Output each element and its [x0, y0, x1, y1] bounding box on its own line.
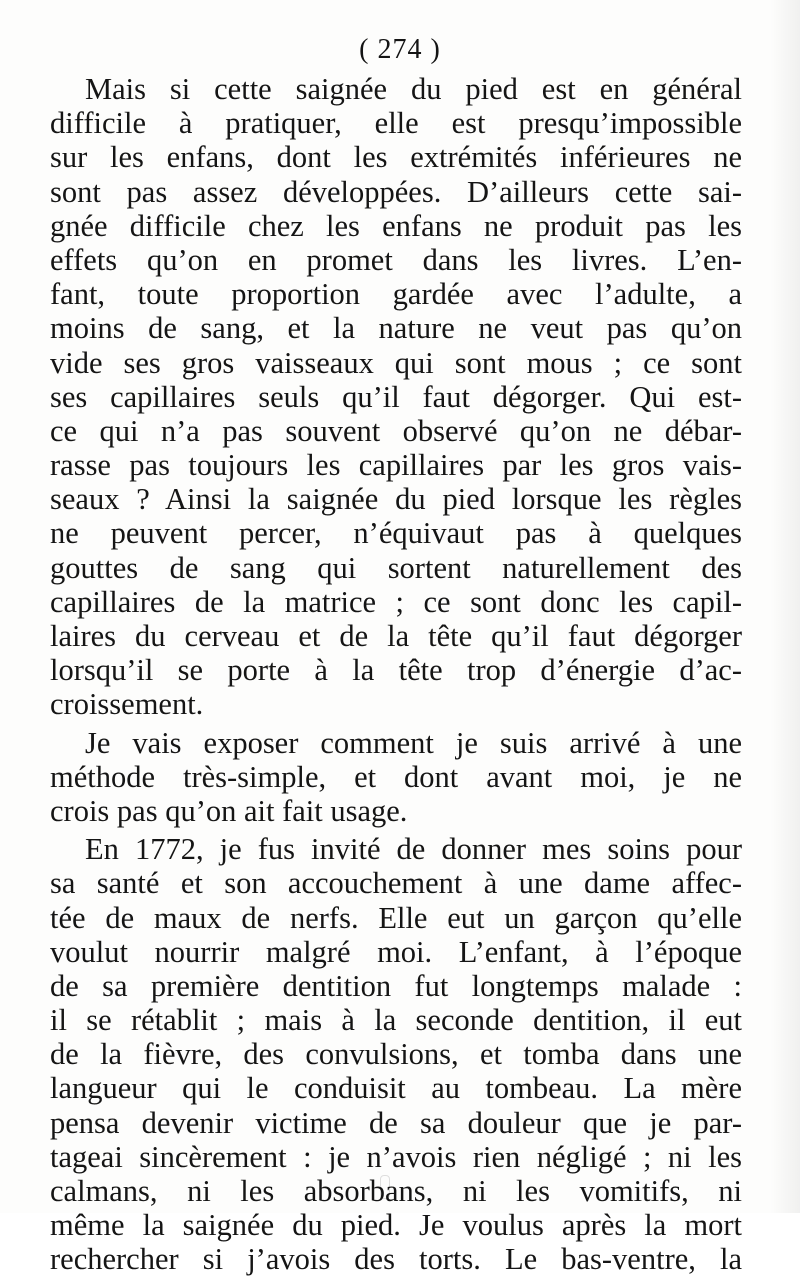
text-line: vide ses gros vaisseaux qui sont mous ; ce sont	[50, 345, 742, 380]
text-line: difficile à pratiquer, elle est presqu’impossible	[50, 106, 742, 141]
text-line: fant, toute proportion gardée avec l’adulte, a	[50, 277, 742, 312]
text-line: de sa première dentition fut longtemps malade :	[50, 968, 742, 1003]
text-line: voulut nourrir malgré moi. L’enfant, à l’époque	[50, 934, 742, 969]
text-line: Je vais exposer comment je suis arrivé à une	[85, 725, 742, 760]
text-line: gouttes de sang qui sortent naturellement des	[50, 550, 742, 585]
text-line: méthode très-simple, et dont avant moi, je ne	[50, 759, 742, 794]
text-line: rechercher si j’avois des torts. Le bas-ventre, la	[50, 1242, 742, 1277]
text-line: même la saignée du pied. Je voulus après la mort	[50, 1208, 742, 1243]
paragraph-1	[50, 72, 742, 722]
text-line: En 1772, je fus invité de donner mes soins pour	[85, 832, 742, 867]
text-line: capillaires de la matrice ; ce sont donc les capil-	[50, 584, 742, 619]
text-line: sont pas assez développées. D’ailleurs cette sai-	[50, 174, 742, 209]
paper-mark	[380, 1175, 390, 1199]
text-line: effets qu’on en promet dans les livres. L’en-	[50, 242, 742, 277]
text-line: tageai sincèrement : je n’avois rien négligé ; ni les	[50, 1139, 742, 1174]
text-line: ses capillaires seuls qu’il faut dégorger. Qui est-	[50, 379, 742, 414]
text-line: il se rétablit ; mais à la seconde dentition, il eut	[50, 1003, 742, 1038]
body-text	[50, 72, 742, 1277]
text-line: gnée difficile chez les enfans ne produit pas les	[50, 208, 742, 243]
page-edge-shadow	[770, 0, 800, 1213]
text-line: lorsqu’il se porte à la tête trop d’énergie d’ac-	[50, 653, 742, 688]
text-line: seaux ? Ainsi la saignée du pied lorsque les règles	[50, 482, 742, 517]
text-line: Mais si cette saignée du pied est en général	[85, 72, 742, 106]
text-line: ce qui n’a pas souvent observé qu’on ne débar-	[50, 413, 742, 448]
text-line: sa santé et son accouchement à une dame affec-	[50, 866, 742, 901]
paragraph-3	[50, 832, 742, 1276]
text-line: rasse pas toujours les capillaires par les gros vais-	[50, 448, 742, 483]
text-line: langueur qui le conduisit au tombeau. La mère	[50, 1071, 742, 1106]
text-line: laires du cerveau et de la tête qu’il faut dégorger	[50, 619, 742, 653]
text-line: calmans, ni les absorbans, ni les vomitifs, ni	[50, 1174, 742, 1208]
text-line: tée de maux de nerfs. Elle eut un garçon qu’elle	[50, 900, 742, 935]
text-line: pensa devenir victime de sa douleur que je par-	[50, 1105, 742, 1140]
text-line: croissement.	[50, 687, 204, 722]
text-line: moins de sang, et la nature ne veut pas qu’on	[50, 311, 742, 346]
paragraph-2	[50, 726, 742, 829]
text-line: ne peuvent percer, n’équivaut pas à quelques	[50, 516, 742, 551]
text-line: crois pas qu’on ait fait usage.	[50, 793, 408, 828]
text-line: sur les enfans, dont les extrémités inférieures ne	[50, 140, 742, 175]
text-line: de la fièvre, des convulsions, et tomba dans une	[50, 1037, 742, 1072]
page-number: ( 274 )	[359, 34, 441, 65]
